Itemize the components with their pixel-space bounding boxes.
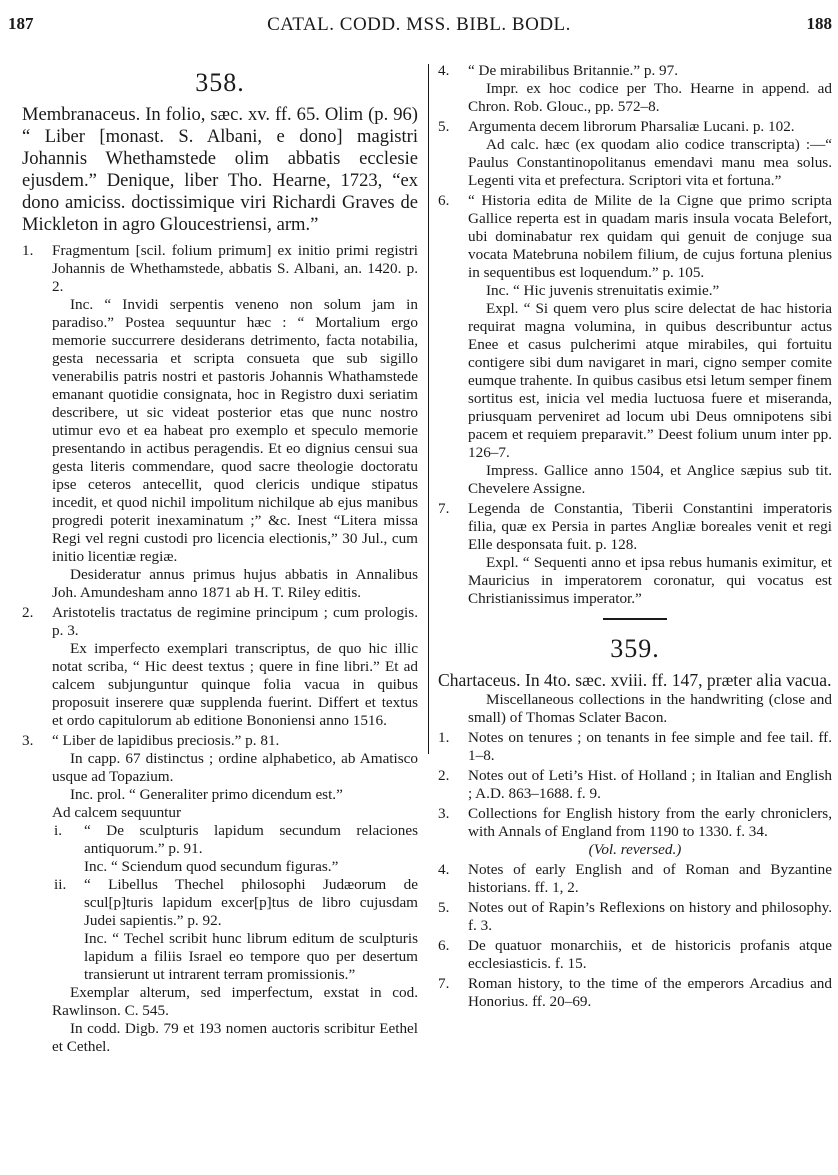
ms358-item-7 <box>438 500 832 608</box>
item-label: 7. <box>438 974 450 992</box>
item-text: “ Liber de lapidibus preciosis.” p. 81. <box>52 732 280 749</box>
ms358-item-5 <box>438 118 832 190</box>
ms359-intro: Chartaceus. In 4to. sæc. xviii. ff. 147, præter alia vacua. <box>438 669 832 690</box>
item-note: In capp. 67 distinctus ; ordine alphabetico, ab Amatisco usque ad Topazium. <box>52 750 418 785</box>
item-note: Ad calc. hæc (ex quodam alio codice transcripta) :—“ Paulus Constantinopolitanus emendavi manu mea solus. Legenti vita et prefectura. Scriptori vita et fortuna.” <box>468 136 832 189</box>
running-header <box>0 14 838 44</box>
item-label: 7. <box>438 500 450 517</box>
ms358-item-2 <box>22 604 418 730</box>
subitem-label: i. <box>54 822 63 839</box>
ms358-item-3 <box>22 732 418 1056</box>
item-note: Ex imperfecto exemplari transcriptus, de quo hic illic notat scriba, “ Hic deest textus ; quere in fine libri.” Et ad calcem subjunguntur quinque folia vacua in quibus proposuit inserere quæ supplenda fuerint. Differt et textus et ordo capitulorum ab editione Bononiensi anno 1516. <box>52 640 418 729</box>
item-label: 4. <box>438 62 450 79</box>
item-note: Expl. “ Si quem vero plus scire delectat de hac historia requirat magna volumina, in quibus describuntur actus Enee et casus pulcherimi atque mirabiles, qui fortuitu contigere sibi dum navigaret in mari, cigno semper comite eumque trahente. In quibus casibus etsi letum semper finem sortitus est, inicia vel media luctuosa fuere et miseranda, priusquam perveniret ad locum ubi Deus omnipotens sibi pacem et requiem preparavit.” Deest folium unum inter pp. 126–7. <box>468 300 832 461</box>
item-text: Notes on tenures ; on tenants in fee simple and fee tail. ff. 1–8. <box>468 728 832 764</box>
item-note: (Vol. reversed.) <box>588 840 682 858</box>
column-divider <box>428 64 429 754</box>
running-title: CATAL. CODD. MSS. BIBL. BODL. <box>267 14 571 35</box>
item-label: 6. <box>438 192 450 209</box>
subitem-note: Inc. “ Sciendum quod secundum figuras.” <box>84 858 339 875</box>
item-text: Legenda de Constantia, Tiberii Constantini imperatoris filia, quæ ex Persia in partes Angliæ boreales venit et regi Elle desponsata fuit. p. 128. <box>468 500 832 553</box>
ms359-item-2 <box>438 767 832 803</box>
item-note: Impress. Gallice anno 1504, et Anglice sæpius sub tit. Chevelere Assigne. <box>468 462 832 497</box>
ms359-item-7 <box>438 975 832 1011</box>
item-note: Impr. ex hoc codice per Tho. Hearne in append. ad Chron. Rob. Glouc., pp. 572–8. <box>468 80 832 115</box>
ms359-preface: Miscellaneous collections in the handwriting (close and small) of Thomas Sclater Bacon. <box>468 690 832 726</box>
ms359-item-3 <box>438 805 832 859</box>
item-note: Inc. “ Hic juvenis strenuitatis eximie.” <box>486 282 720 299</box>
item-note: Inc. prol. “ Generaliter primo dicendum est.” <box>70 786 343 803</box>
ms359-item-4 <box>438 861 832 897</box>
item-text: Aristotelis tractatus de regimine principum ; cum prologis. p. 3. <box>52 604 418 639</box>
ms-number-359: 359. <box>610 633 660 663</box>
item-label: 1. <box>22 242 34 259</box>
item-text: “ De mirabilibus Britannie.” p. 97. <box>468 62 679 79</box>
page-number-left: 187 <box>8 14 34 33</box>
subitem-ii <box>22 876 418 930</box>
item-note: Ad calcem sequuntur <box>52 804 182 821</box>
left-column <box>22 60 418 1058</box>
ms358-item-1 <box>22 242 418 602</box>
subitem-note: Inc. “ Techel scribit hunc librum editum de sculpturis lapidum a filiis Israel eo tempore quo per desertum transierunt ut intrarent terram promissionis.” <box>84 930 418 983</box>
ms359-item-5 <box>438 899 832 935</box>
item-text: Roman history, to the time of the emperors Arcadius and Honorius. ff. 20–69. <box>468 974 832 1010</box>
item-label: 2. <box>438 766 450 784</box>
subitem-label: ii. <box>54 876 67 893</box>
item-text: Collections for English history from the early chroniclers, with Annals of England from 1190 to 1330. f. 34. <box>468 804 832 840</box>
item-text: Fragmentum [scil. folium primum] ex initio primi registri Johannis de Whethamstede, abbatis S. Albani, an. 1420. p. 2. <box>52 242 418 295</box>
ms358-intro: Membranaceus. In folio, sæc. xv. ff. 65. Olim (p. 96) “ Liber [monast. S. Albani, e dono] magistri Johannis Whethamstede olim abbatis ecclesie ejusdem.” Denique, liber Tho. Hearne, 1723, “ex dono amiciss. doctissimique viri Richardi Graves de Mickleton in agro Gloucestriensi, arm.” <box>22 104 418 235</box>
item-text: De quatuor monarchiis, et de historicis profanis atque ecclesiasticis. f. 15. <box>468 936 832 972</box>
item-note: Expl. “ Sequenti anno et ipsa rebus humanis eximitur, et Mauricius in imperatorem coronatur, qui vocatus est Christianissimus imperator.” <box>468 554 832 607</box>
item-label: 5. <box>438 898 450 916</box>
item-text: Notes out of Leti’s Hist. of Holland ; in Italian and English ; A.D. 863–1688. f. 9. <box>468 766 832 802</box>
item-text: Notes of early English and of Roman and Byzantine historians. ff. 1, 2. <box>468 860 832 896</box>
ms359-item-1 <box>438 729 832 765</box>
item-label: 3. <box>438 804 450 822</box>
item-note: In codd. Digb. 79 et 193 nomen auctoris scribitur Eethel et Cethel. <box>52 1020 418 1055</box>
item-label: 2. <box>22 604 34 621</box>
ms358-item-6 <box>438 192 832 498</box>
page-number-right: 188 <box>806 14 832 33</box>
right-column <box>438 60 832 1013</box>
ms359-item-6 <box>438 937 832 973</box>
subitem-text: “ De sculpturis lapidum secundum relaciones antiquorum.” p. 91. <box>84 822 418 857</box>
ms-number-358: 358. <box>195 68 245 97</box>
item-label: 6. <box>438 936 450 954</box>
item-label: 3. <box>22 732 34 749</box>
item-note: Desideratur annus primus hujus abbatis in Annalibus Joh. Amundesham anno 1871 ab H. T. Riley editis. <box>52 566 418 601</box>
section-rule <box>603 618 667 620</box>
item-label: 4. <box>438 860 450 878</box>
item-note: Inc. “ Invidi serpentis veneno non solum jam in paradiso.” Postea sequuntur hæc : “ Mortalium ergo memorie succurrere desiderans detrimento, facta notabilia, gesta necessaria et scripta consueta que sub sigillo venerabilis patris nostri et pastoris Johannis Whathamstede emanant quotidie consignata, hoc in Registro duxi seriatim describere, ut sic videat posterior etas que nunc nostro utimur evo et ea habeat pro exemplo et speculo memorie presentando in actibus peragendis. Et eo dignius censui sua gesta literis commendare, quod sacre theologie doctoratu ipse ceteros antecellit, quod clericis undique stipatus incedit, et quod nichil impolitum nichilque ab ejus manibus progredi poterit inexaminatum ;” &c. Inest “Litera missa Regi vel regni custodi pro licencia electionis,” 30 Jul., cum initio licentiæ regiæ. <box>52 296 418 565</box>
ms358-item-4 <box>438 62 832 116</box>
item-text: Argumenta decem librorum Pharsaliæ Lucani. p. 102. <box>468 118 795 135</box>
item-label: 1. <box>438 728 450 746</box>
item-note: Exemplar alterum, sed imperfectum, exstat in cod. Rawlinson. C. 545. <box>52 984 418 1019</box>
item-text: Notes out of Rapin’s Reflexions on history and philosophy. f. 3. <box>468 898 832 934</box>
item-label: 5. <box>438 118 450 135</box>
item-text: “ Historia edita de Milite de la Cigne que primo scripta Gallice reperta est in quadam maris insula vocata Belefort, ubi dominabatur rex quidam qui genuit de conjuge sua vocata Matebruna nobilem filium, de cujus fortuna plenius in sequentibus est loquendum.” p. 105. <box>468 192 832 281</box>
subitem-text: “ Libellus Thechel philosophi Judæorum de scul[p]turis lapidum excer[p]tus de libro cujusdam Judei sapientis.” p. 92. <box>84 876 418 929</box>
subitem-i <box>22 822 418 858</box>
